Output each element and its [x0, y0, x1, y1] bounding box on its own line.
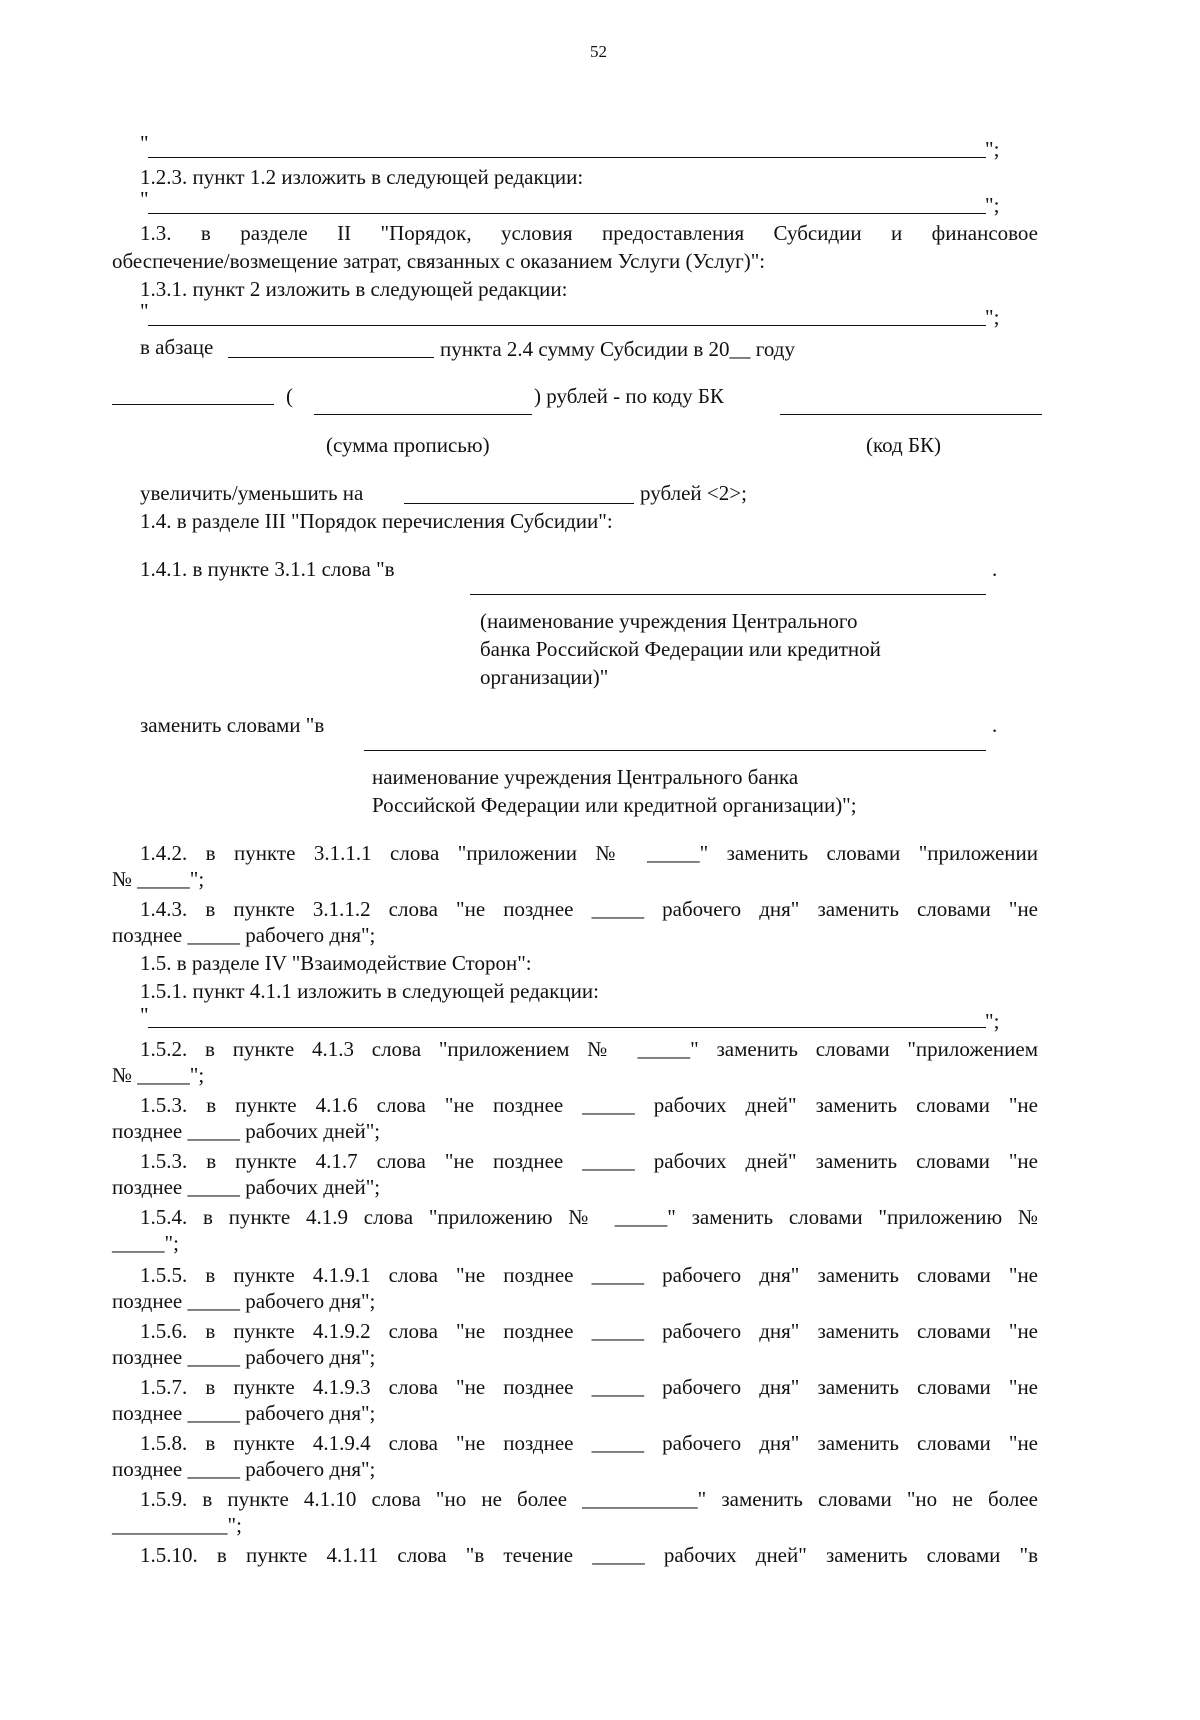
blank-line: [148, 213, 986, 214]
paragraph-1-4-2: 1.4.2. в пункте 3.1.1.1 слова "приложении № _____" заменить словами "приложении: [140, 841, 1038, 865]
paragraph-abzac-cont: пункта 2.4 сумму Субсидии в 20__ году: [440, 337, 795, 361]
quote-close: ";: [985, 305, 1000, 329]
paragraph-1-4: 1.4. в разделе III "Порядок перечисления Субсидии":: [140, 509, 613, 533]
blank-line: [148, 325, 986, 326]
blank-line: [364, 750, 986, 751]
page-number: 52: [590, 42, 607, 61]
increase-decrease-cont: рублей <2>;: [640, 481, 747, 505]
paragraph-1-5-5-cont: позднее _____ рабочего дня";: [112, 1289, 376, 1313]
paragraph-1-5-4-cont: _____";: [112, 1231, 179, 1255]
amount-words-line: [314, 414, 532, 415]
paragraph-1-5-3: 1.5.3. в пункте 4.1.6 слова "не позднее _____ рабочих дней" заменить словами "не: [140, 1093, 1038, 1117]
paragraph-1-4-1: 1.4.1. в пункте 3.1.1 слова "в: [140, 557, 395, 581]
paragraph-1-5-7-cont: позднее _____ рабочего дня";: [112, 1401, 376, 1425]
paren-open: (: [286, 384, 293, 408]
paragraph-1-5-10: 1.5.10. в пункте 4.1.11 слова "в течение _____ рабочих дней" заменить словами "в: [140, 1543, 1038, 1567]
increase-decrease: увеличить/уменьшить на: [140, 481, 364, 505]
paragraph-1-5-6: 1.5.6. в пункте 4.1.9.2 слова "не позднее _____ рабочего дня" заменить словами "не: [140, 1319, 1038, 1343]
caption-bk: (код БК): [866, 433, 942, 457]
paragraph-1-4-2-cont: № _____";: [112, 867, 205, 891]
paragraph-1-2-3: 1.2.3. пункт 1.2 изложить в следующей редакции:: [140, 165, 584, 189]
replace-with: заменить словами "в: [140, 713, 325, 737]
blank-line: [470, 594, 986, 595]
blank-line: [404, 503, 634, 504]
quote-open: ": [140, 1003, 149, 1027]
caption-bank-name-b: наименование учреждения Центрального банка: [372, 765, 799, 789]
paragraph-1-3: 1.3. в разделе II "Порядок, условия предоставления Субсидии и финансовое: [140, 221, 1038, 245]
paragraph-1-3-cont: обеспечение/возмещение затрат, связанных с оказанием Услуги (Услуг)":: [112, 249, 766, 273]
caption-bank-name-2: банка Российской Федерации или кредитной: [480, 637, 881, 661]
paragraph-1-5-3b-cont: позднее _____ рабочих дней";: [112, 1175, 381, 1199]
blank-line: [148, 157, 986, 158]
paragraph-1-5-6-cont: позднее _____ рабочего дня";: [112, 1345, 376, 1369]
caption-bank-name-b-2: Российской Федерации или кредитной организации)";: [372, 793, 857, 817]
quote-open: ": [140, 131, 149, 155]
paragraph-1-5-1: 1.5.1. пункт 4.1.1 изложить в следующей редакции:: [140, 979, 599, 1003]
blank-line: [228, 357, 434, 358]
dot: .: [992, 557, 998, 581]
blank-line: [112, 404, 274, 405]
paragraph-1-4-3-cont: позднее _____ рабочего дня";: [112, 923, 376, 947]
paragraph-1-5-5: 1.5.5. в пункте 4.1.9.1 слова "не позднее _____ рабочего дня" заменить словами "не: [140, 1263, 1038, 1287]
paragraph-1-5-2-cont: № _____";: [112, 1063, 205, 1087]
quote-close: ";: [985, 193, 1000, 217]
quote-open: ": [140, 299, 149, 323]
caption-sum: (сумма прописью): [326, 433, 490, 457]
paragraph-1-5-3-cont: позднее _____ рабочих дней";: [112, 1119, 381, 1143]
paragraph-1-5-9: 1.5.9. в пункте 4.1.10 слова "но не более ___________" заменить словами "но не более: [140, 1487, 1038, 1511]
dot: .: [992, 713, 998, 737]
paragraph-1-5-4: 1.5.4. в пункте 4.1.9 слова "приложению № _____" заменить словами "приложению №: [140, 1205, 1038, 1229]
paragraph-1-5-9-cont: ___________";: [112, 1513, 242, 1537]
blank-line: [148, 1027, 986, 1028]
paragraph-1-4-3: 1.4.3. в пункте 3.1.1.2 слова "не позднее _____ рабочего дня" заменить словами "не: [140, 897, 1038, 921]
paragraph-1-5: 1.5. в разделе IV "Взаимодействие Сторон":: [140, 951, 532, 975]
paragraph-1-5-3b: 1.5.3. в пункте 4.1.7 слова "не позднее _____ рабочих дней" заменить словами "не: [140, 1149, 1038, 1173]
quote-open: ": [140, 187, 149, 211]
quote-close: ";: [985, 137, 1000, 161]
paragraph-1-5-7: 1.5.7. в пункте 4.1.9.3 слова "не позднее _____ рабочего дня" заменить словами "не: [140, 1375, 1038, 1399]
paragraph-1-5-8-cont: позднее _____ рабочего дня";: [112, 1457, 376, 1481]
rubles-bk: ) рублей - по коду БК: [534, 384, 724, 408]
caption-bank-name: (наименование учреждения Центрального: [480, 609, 858, 633]
paragraph-1-3-1: 1.3.1. пункт 2 изложить в следующей редакции:: [140, 277, 568, 301]
quote-close: ";: [985, 1009, 1000, 1033]
bk-code-line: [780, 414, 1042, 415]
paragraph-1-5-8: 1.5.8. в пункте 4.1.9.4 слова "не позднее _____ рабочего дня" заменить словами "не: [140, 1431, 1038, 1455]
caption-bank-name-3: организации)": [480, 665, 609, 689]
paragraph-1-5-2: 1.5.2. в пункте 4.1.3 слова "приложением № _____" заменить словами "приложением: [140, 1037, 1038, 1061]
paragraph-abzac: в абзаце: [140, 335, 214, 359]
